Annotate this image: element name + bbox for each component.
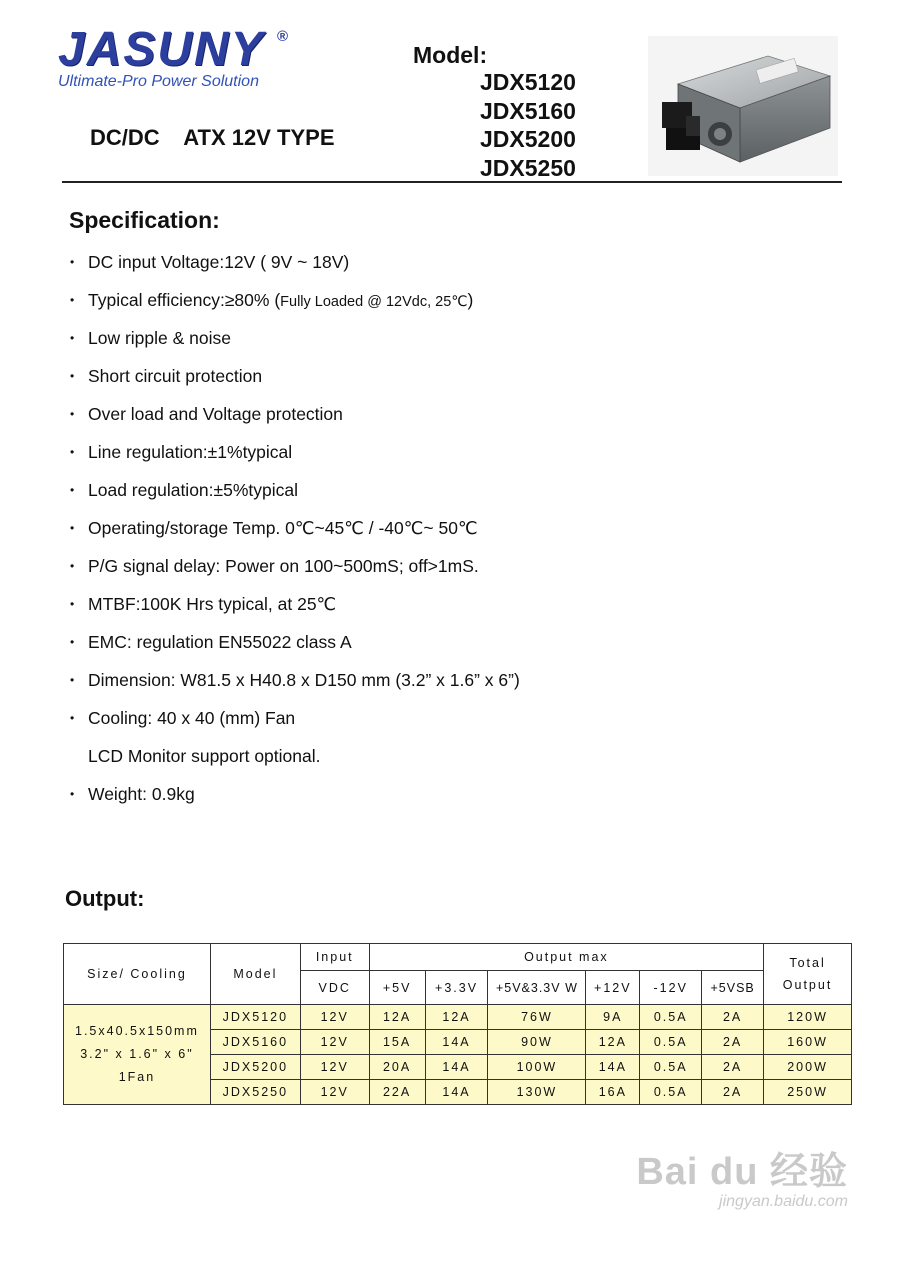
- header-vdc: VDC: [300, 971, 369, 1005]
- model-item: JDX5250: [480, 154, 576, 181]
- spec-item: [70, 248, 520, 286]
- brand-tagline: Ultimate-Pro Power Solution: [58, 73, 259, 90]
- cell-combined-w: 90W: [488, 1030, 586, 1055]
- spec-heading: Specification:: [69, 207, 220, 233]
- cell-5vsb: 2A: [702, 1005, 764, 1030]
- header-col-12v: +12V: [586, 971, 640, 1005]
- bullet: •: [70, 369, 75, 383]
- spec-text: Over load and Voltage protection: [88, 404, 343, 424]
- product-photo: [648, 36, 838, 176]
- watermark-logo: Bai du 经验: [636, 1151, 848, 1193]
- cell-neg12v: 0.5A: [640, 1055, 702, 1080]
- spec-text: MTBF:100K Hrs typical, at 25℃: [88, 594, 337, 614]
- spec-text: Cooling: 40 x 40 (mm) Fan: [88, 708, 296, 728]
- spec-item: [70, 590, 520, 628]
- header-col-combined-w: +5V&3.3V W: [488, 971, 586, 1005]
- bullet: •: [70, 635, 75, 649]
- cell-total: 160W: [764, 1030, 852, 1055]
- header-total-line1: Total: [789, 956, 826, 970]
- spec-text: Short circuit protection: [88, 366, 263, 386]
- spec-item: [70, 400, 520, 438]
- spec-text: EMC: regulation EN55022 class A: [88, 632, 352, 652]
- cell-total: 200W: [764, 1055, 852, 1080]
- model-label: Model:: [413, 42, 488, 68]
- spec-text: P/G signal delay: Power on 100~500mS; off>1mS.: [88, 556, 479, 576]
- size-line: 1.5x40.5x150mm: [75, 1024, 199, 1038]
- spec-item: [70, 324, 520, 362]
- cell-12v: 16A: [586, 1080, 640, 1105]
- cell-neg12v: 0.5A: [640, 1030, 702, 1055]
- cell-3v3: 14A: [425, 1055, 488, 1080]
- cell-vdc: 12V: [300, 1005, 369, 1030]
- model-item: JDX5200: [480, 126, 576, 152]
- cell-12v: 14A: [586, 1055, 640, 1080]
- spec-item: [70, 362, 520, 400]
- spec-text: LCD Monitor support optional.: [88, 746, 321, 766]
- cell-combined-w: 130W: [488, 1080, 586, 1105]
- output-heading: Output:: [65, 886, 145, 911]
- bullet: •: [70, 521, 75, 535]
- header-col-neg12v: -12V: [640, 971, 702, 1005]
- output-table: [63, 943, 852, 1105]
- cell-total: 120W: [764, 1005, 852, 1030]
- bullet: •: [70, 597, 75, 611]
- watermark: [636, 1140, 848, 1211]
- bullet: •: [70, 673, 75, 687]
- spec-item: [70, 780, 520, 818]
- model-item: JDX5120: [480, 69, 576, 95]
- cell-model: JDX5250: [210, 1080, 300, 1105]
- cell-vdc: 12V: [300, 1080, 369, 1105]
- spec-item: [70, 704, 520, 742]
- bullet: •: [70, 255, 75, 269]
- spec-text: DC input Voltage:12V ( 9V ~ 18V): [88, 252, 350, 272]
- header-col-3v3: +3.3V: [425, 971, 488, 1005]
- header-col-5v: +5V: [369, 971, 425, 1005]
- header-col-5vsb: +5VSB: [702, 971, 764, 1005]
- size-line: 3.2" x 1.6" x 6": [80, 1047, 194, 1061]
- spec-text: Load regulation:±5%typical: [88, 480, 299, 500]
- spec-item: [70, 438, 520, 476]
- brand-logo: JASUNY: [58, 23, 265, 76]
- bullet: •: [70, 559, 75, 573]
- cell-model: JDX5120: [210, 1005, 300, 1030]
- spec-text: Operating/storage Temp. 0℃~45℃ / -40℃~ 50℃: [88, 518, 478, 538]
- spec-item: [70, 514, 520, 552]
- header-output-max: Output max: [369, 944, 763, 971]
- cell-5vsb: 2A: [702, 1080, 764, 1105]
- bullet: •: [70, 445, 75, 459]
- spec-text: Low ripple & noise: [88, 328, 231, 348]
- spec-list: [70, 248, 520, 818]
- header-total-output: [764, 944, 852, 1005]
- spec-note: Fully Loaded @ 12Vdc, 25℃: [280, 294, 468, 310]
- cell-3v3: 14A: [425, 1030, 488, 1055]
- cell-model: JDX5200: [210, 1055, 300, 1080]
- model-list: [480, 68, 576, 182]
- cell-5vsb: 2A: [702, 1055, 764, 1080]
- cell-3v3: 14A: [425, 1080, 488, 1105]
- cell-5vsb: 2A: [702, 1030, 764, 1055]
- cell-total: 250W: [764, 1080, 852, 1105]
- spec-text: Weight: 0.9kg: [88, 784, 195, 804]
- cell-12v: 12A: [586, 1030, 640, 1055]
- cell-5v: 12A: [369, 1005, 425, 1030]
- spec-text: Dimension: W81.5 x H40.8 x D150 mm (3.2” x 1.6” x 6”): [88, 670, 520, 690]
- size-line: 1Fan: [118, 1070, 156, 1084]
- spec-item: [70, 476, 520, 514]
- bullet: •: [70, 293, 75, 307]
- bullet: •: [70, 787, 75, 801]
- bullet: •: [70, 407, 75, 421]
- header-total-line2: Output: [782, 978, 833, 992]
- spec-item: [70, 742, 520, 780]
- cell-12v: 9A: [586, 1005, 640, 1030]
- cell-5v: 20A: [369, 1055, 425, 1080]
- header-model: Model: [210, 944, 300, 1005]
- spec-item: [70, 666, 520, 704]
- cell-vdc: 12V: [300, 1030, 369, 1055]
- size-cooling-cell: [64, 1005, 211, 1105]
- cell-5v: 15A: [369, 1030, 425, 1055]
- bullet: •: [70, 331, 75, 345]
- cell-neg12v: 0.5A: [640, 1005, 702, 1030]
- header-divider: [62, 181, 842, 183]
- cell-3v3: 12A: [425, 1005, 488, 1030]
- spec-text: Line regulation:±1%typical: [88, 442, 293, 462]
- cell-combined-w: 100W: [488, 1055, 586, 1080]
- document-subtitle: DC/DC ATX 12V TYPE: [90, 125, 335, 150]
- registered-mark: ®: [277, 28, 289, 45]
- spec-item: [70, 628, 520, 666]
- watermark-url: jingyan.baidu.com: [719, 1193, 848, 1210]
- spec-item: [70, 286, 520, 324]
- cell-combined-w: 76W: [488, 1005, 586, 1030]
- cell-model: JDX5160: [210, 1030, 300, 1055]
- spec-text: Typical efficiency:≥80% (: [88, 290, 281, 310]
- spec-item: [70, 552, 520, 590]
- header-size-cooling: Size/ Cooling: [64, 944, 211, 1005]
- model-item: JDX5160: [480, 97, 576, 124]
- cell-5v: 22A: [369, 1080, 425, 1105]
- bullet: •: [70, 711, 75, 725]
- header-input: Input: [300, 944, 369, 971]
- cell-vdc: 12V: [300, 1055, 369, 1080]
- cell-neg12v: 0.5A: [640, 1080, 702, 1105]
- spec-tail: ): [467, 290, 474, 310]
- bullet: •: [70, 483, 75, 497]
